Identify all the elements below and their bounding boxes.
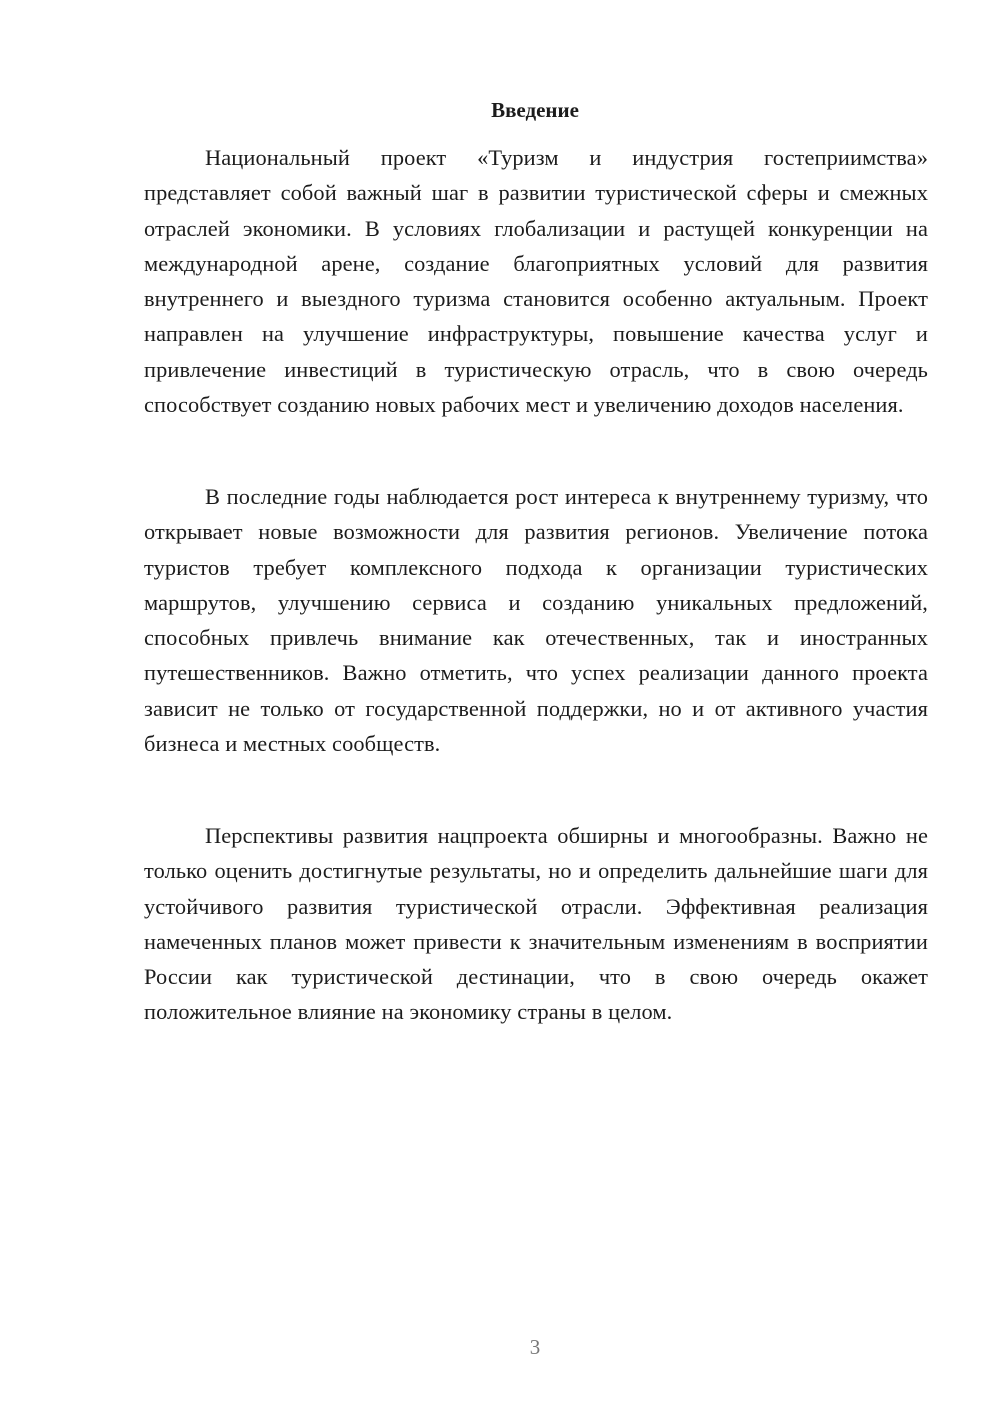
paragraph-1: Национальный проект «Туризм и индустрия гостеприимства» представляет собой важный шаг в развитии туристической сферы и смежных отраслей экономики. В условиях глобализации и растущей конкуренции на международной арене, создание благоприятных условий для развития внутреннего и выездного туризма становится особенно актуальным. Проект направлен на улучшение инфраструктуры, повышение качества услуг и привлечение инвестиций в туристическую отрасль, что в свою очередь способствует созданию новых рабочих мест и увеличению доходов населения. (144, 145, 928, 418)
paragraph-2: В последние годы наблюдается рост интереса к внутреннему туризму, что открывает новые возможности для развития регионов. Увеличение потока туристов требует комплексного подхода к организации туристических маршрутов, улучшению сервиса и созданию уникальных предложений, способных привлечь внимание как отечественных, так и иностранных путешественников. Важно отметить, что успех реализации данного проекта зависит не только от государственной поддержки, но и от активного участия бизнеса и местных сообществ. (144, 484, 928, 757)
page-title: Введение (491, 98, 579, 122)
paragraph-3: Перспективы развития нацпроекта обширны и многообразны. Важно не только оценить достигнутые результаты, но и определить дальнейшие шаги для устойчивого развития туристической отрасли. Эффективная реализация намеченных планов может привести к значительным изменениям в восприятии России как туристической дестинации, что в свою очередь окажет положительное влияние на экономику страны в целом. (144, 823, 928, 1025)
page-number: 3 (529, 1335, 541, 1359)
